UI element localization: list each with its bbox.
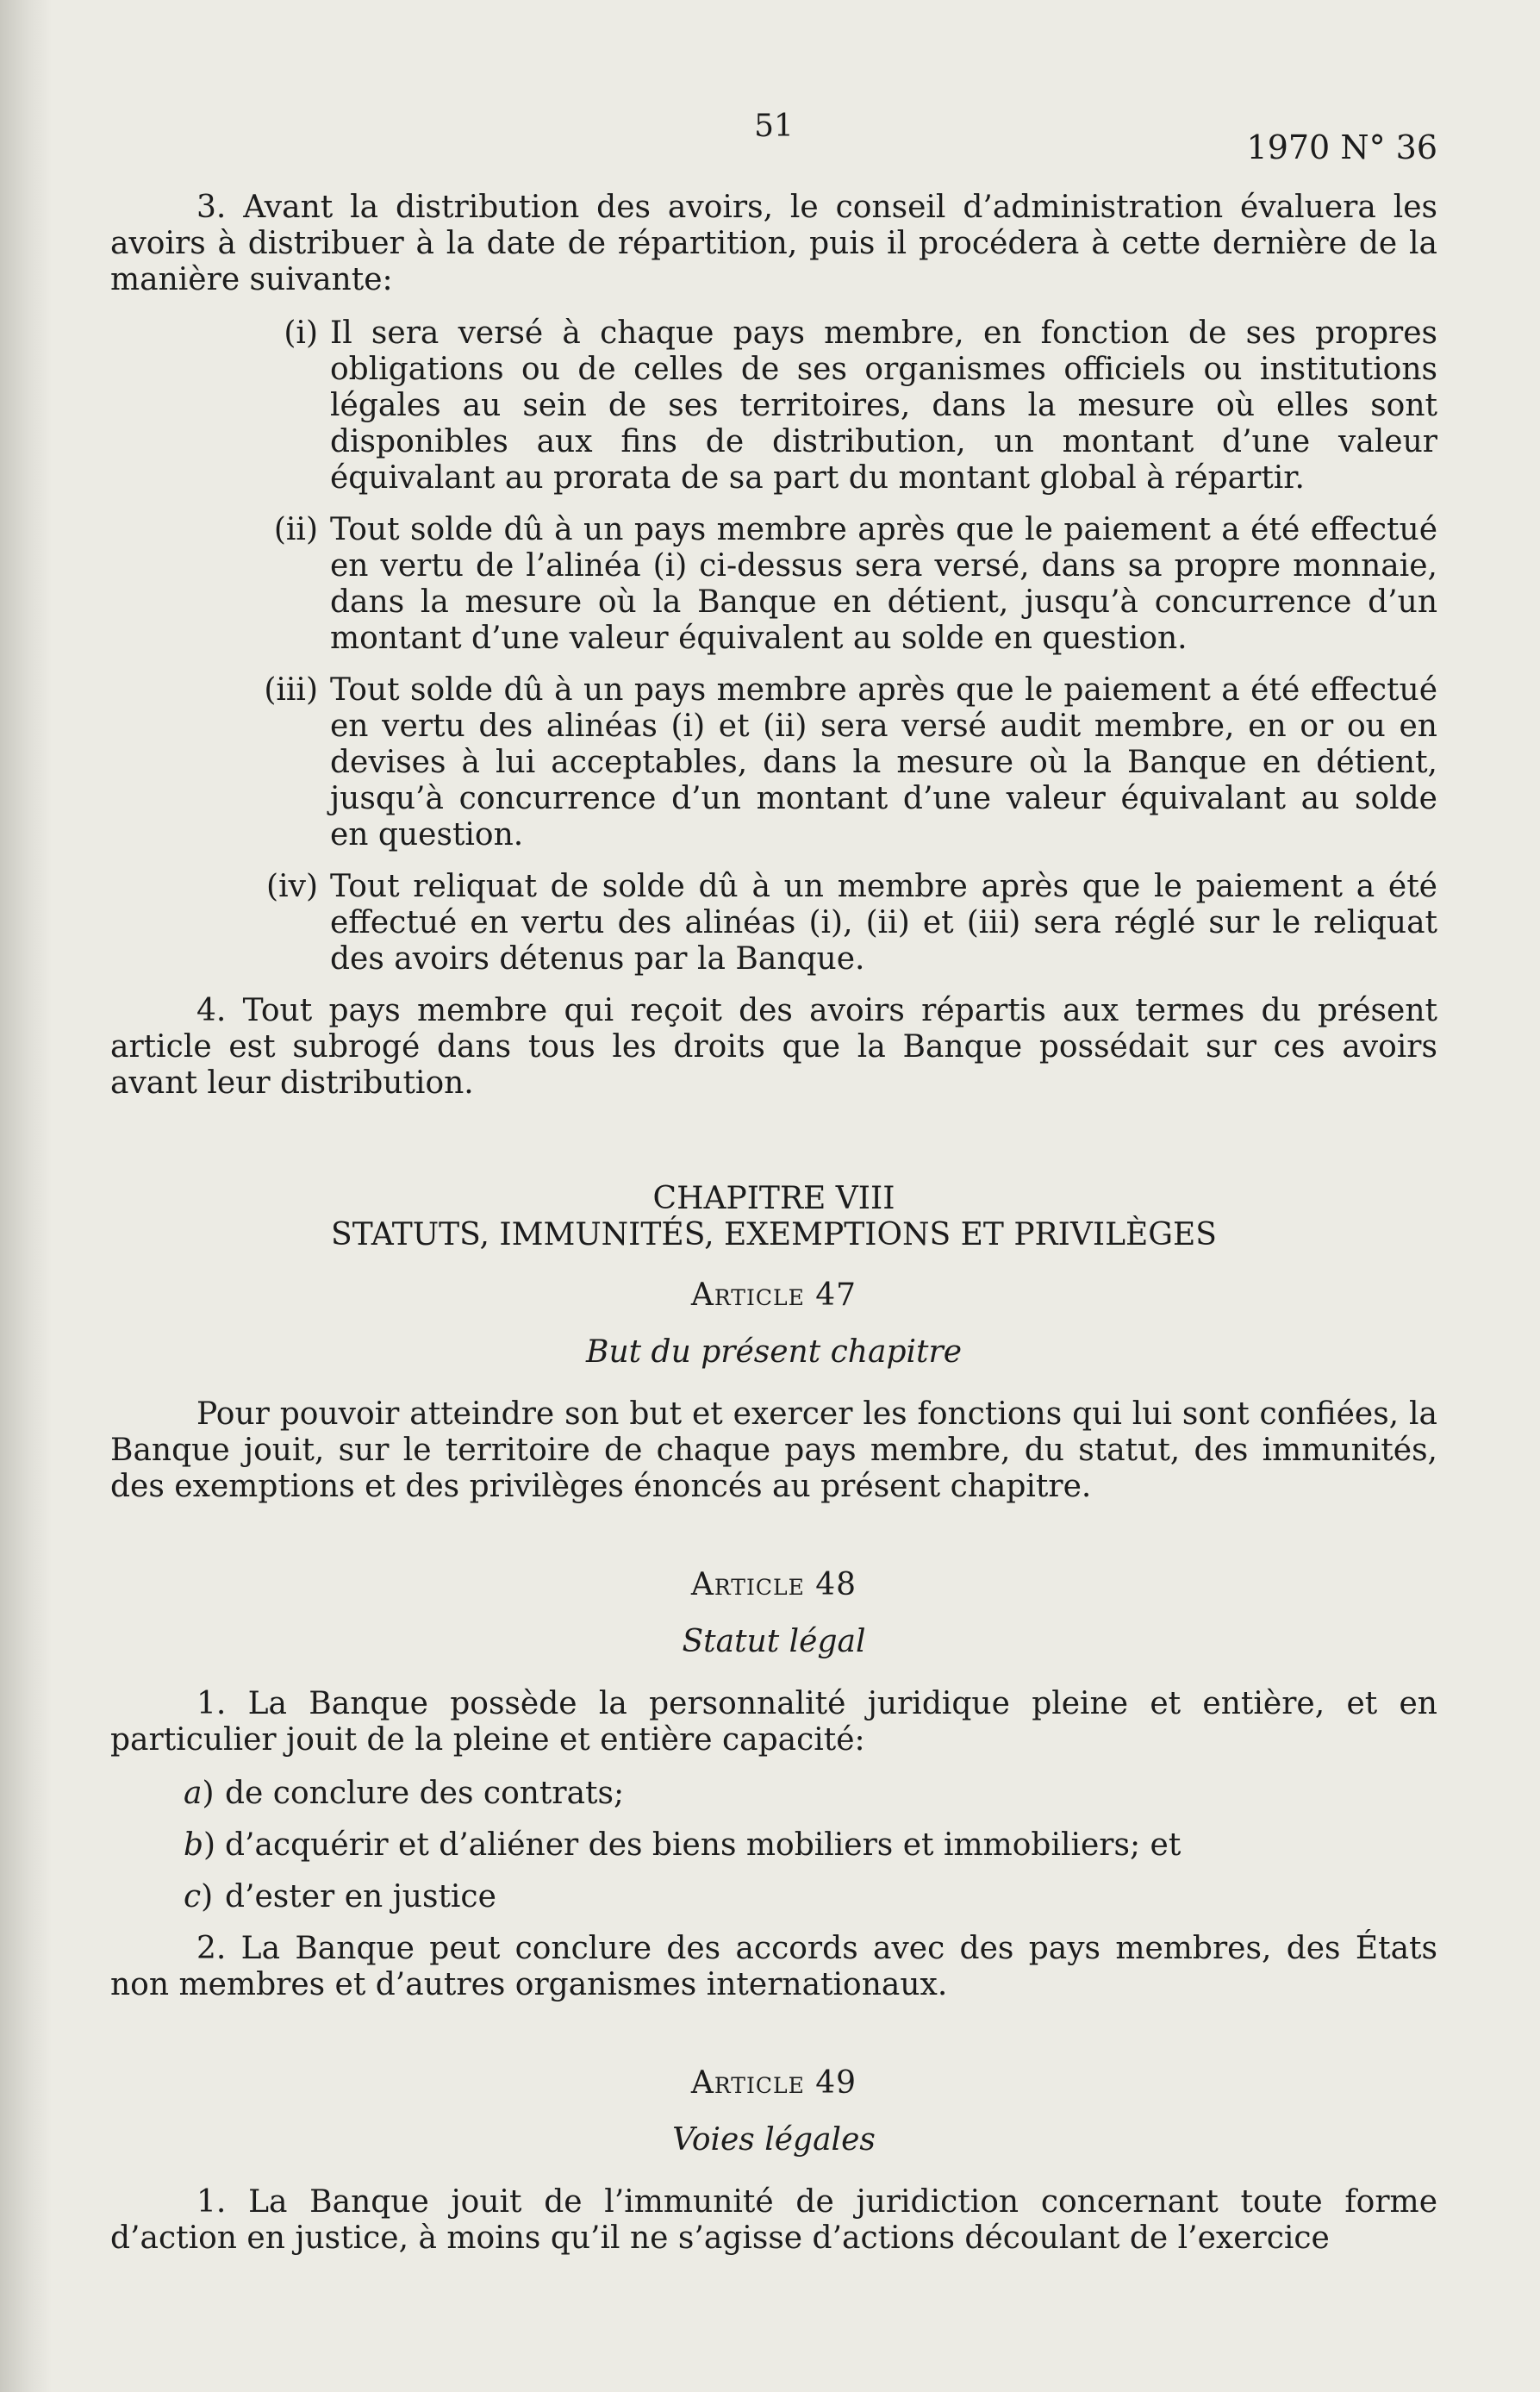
article-49-subtitle: Voies légales bbox=[672, 2122, 876, 2158]
document-body bbox=[110, 190, 1437, 2274]
list-number: (iv) bbox=[266, 869, 318, 904]
list-number: (ii) bbox=[273, 512, 318, 547]
list-number: (iii) bbox=[264, 672, 318, 708]
letter-text: d’ester en justice bbox=[225, 1879, 496, 1914]
page-header bbox=[110, 103, 1437, 181]
letter-item-c bbox=[110, 1879, 1437, 1915]
article-48-paragraph-1: 1. La Banque possède la personnalité juridique pleine et entière, et en particulier jouit de la pleine et entière capacité: bbox=[110, 1686, 1437, 1758]
paragraph-4: 4. Tout pays membre qui reçoit des avoirs répartis aux termes du présent article est subrogé dans tous les droits que la Banque possédait sur ces avoirs avant leur distribution. bbox=[110, 993, 1437, 1101]
list-text: Tout solde dû à un pays membre après que le paiement a été effectué en vertu de l’alinéa (i) ci-dessus sera versé, dans sa propre monnaie, dans la mesure où la Banque en détient, jusqu’à concurrence d’un montant d’une valeur équivalent au solde en question. bbox=[330, 512, 1437, 656]
list-item-iv bbox=[110, 869, 1437, 977]
article-48-subtitle: Statut légal bbox=[682, 1624, 866, 1659]
letter-text: d’acquérir et d’aliéner des biens mobiliers et immobiliers; et bbox=[225, 1827, 1181, 1863]
article-47-heading: Article 47 bbox=[690, 1277, 857, 1313]
letter-marker: b) bbox=[184, 1827, 216, 1863]
letter-item-a bbox=[110, 1776, 1437, 1812]
letter-text: de conclure des contrats; bbox=[225, 1776, 625, 1811]
article-47-text: Pour pouvoir atteindre son but et exercer les fonctions qui lui sont confiées, la Banque jouit, sur le territoire de chaque pays membre, du statut, des immunités, des exemptions et des privilèges énoncés au présent chapitre. bbox=[110, 1396, 1437, 1504]
article-47-subtitle: But du présent chapitre bbox=[585, 1334, 962, 1370]
list-text: Tout solde dû à un pays membre après que le paiement a été effectué en vertu des alinéas (i) et (ii) sera versé audit membre, en or ou en devises à lui acceptables, dans la mesure où la Banque en détient, jusqu’à concurrence d’un montant d’une valeur équivalant au solde en question. bbox=[330, 672, 1437, 853]
list-item-iii bbox=[110, 672, 1437, 853]
article-49-paragraph-1: 1. La Banque jouit de l’immunité de juridiction concernant toute forme d’action en justice, à moins qu’il ne s’agisse d’actions découlant de l’exercice bbox=[110, 2184, 1437, 2256]
page-left-edge-shadow bbox=[0, 0, 52, 2392]
paragraph-3: 3. Avant la distribution des avoirs, le conseil d’administration évaluera les avoirs à distribuer à la date de répartition, puis il procédera à cette dernière de la manière suivante: bbox=[110, 190, 1437, 297]
letter-item-b bbox=[110, 1827, 1437, 1864]
article-48-paragraph-2: 2. La Banque peut conclure des accords avec des pays membres, des États non membres et d’autres organismes internationaux. bbox=[110, 1931, 1437, 2002]
article-49-heading: Article 49 bbox=[690, 2065, 857, 2101]
page-number: 51 bbox=[754, 109, 794, 144]
list-text: Il sera versé à chaque pays membre, en fonction de ses propres obligations ou de celles de ses organismes officiels ou institutions légales au sein de ses territoires, dans la mesure où elles sont disponibles aux fins de distribution, un montant d’une valeur équivalant au prorata de sa part du montant global à répartir. bbox=[330, 315, 1437, 496]
list-item-i bbox=[110, 315, 1437, 497]
law-reference: 1970 N° 36 bbox=[1246, 128, 1437, 166]
chapter-title: STATUTS, IMMUNITÉS, EXEMPTIONS ET PRIVILÈGES bbox=[331, 1217, 1217, 1252]
letter-marker: c) bbox=[184, 1879, 214, 1914]
list-number: (i) bbox=[284, 315, 318, 351]
document-page bbox=[110, 103, 1437, 2327]
list-text: Tout reliquat de solde dû à un membre après que le paiement a été effectué en vertu des alinéas (i), (ii) et (iii) sera réglé sur le reliquat des avoirs détenus par la Banque. bbox=[330, 869, 1437, 977]
letter-marker: a) bbox=[184, 1776, 215, 1811]
article-48-heading: Article 48 bbox=[690, 1567, 857, 1602]
chapter-label: CHAPITRE VIII bbox=[652, 1181, 895, 1216]
list-item-ii bbox=[110, 512, 1437, 657]
